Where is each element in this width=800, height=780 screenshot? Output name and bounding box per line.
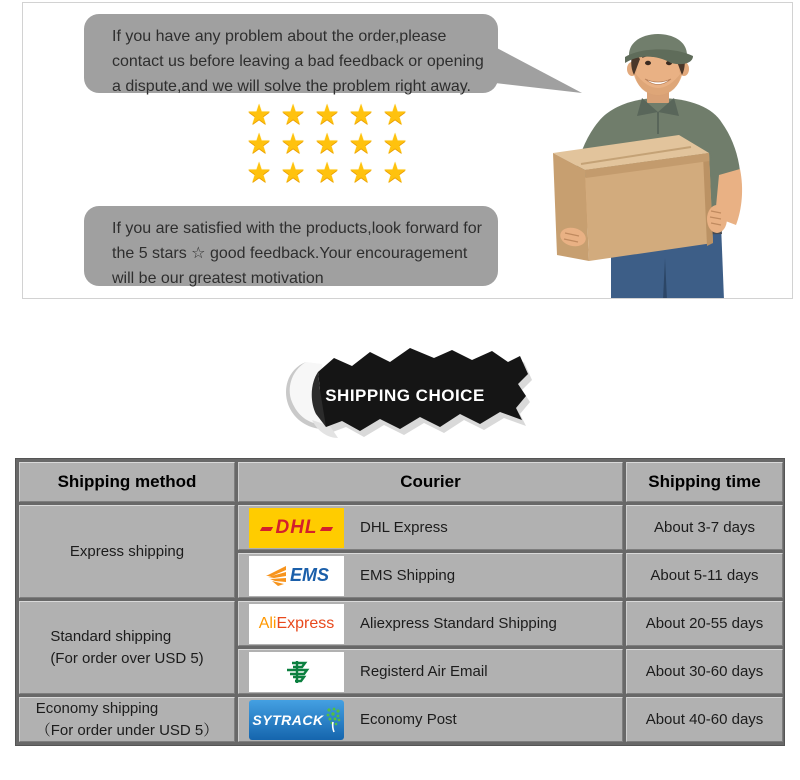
time-cell: About 20-55 days bbox=[626, 601, 783, 646]
aliexpress-logo-text: Ali bbox=[258, 614, 277, 632]
col-header-shipping-time: Shipping time bbox=[626, 462, 783, 502]
ems-chevron-icon bbox=[264, 564, 288, 588]
china-post-emblem-icon bbox=[282, 659, 312, 685]
aliexpress-logo-text: Express bbox=[276, 614, 335, 632]
shipping-table bbox=[15, 458, 785, 746]
aliexpress-logo bbox=[249, 604, 344, 644]
courier-label: Aliexpress Standard Shipping bbox=[360, 615, 557, 632]
method-cell-standard bbox=[19, 601, 235, 694]
time-cell: About 5-11 days bbox=[626, 553, 783, 598]
star-icon: ★ bbox=[314, 99, 340, 130]
method-note: （For order under USD 5） bbox=[35, 721, 219, 739]
bubble-line: contact us before leaving a bad feedback or opening bbox=[112, 53, 484, 70]
sytrack-logo-text: SYTRACK bbox=[252, 711, 324, 728]
time-cell: About 40-60 days bbox=[626, 697, 783, 742]
courier-cell-sytrack bbox=[238, 697, 623, 742]
time-cell: About 3-7 days bbox=[626, 505, 783, 550]
col-header-courier: Courier bbox=[238, 462, 623, 502]
star-icon: ★ bbox=[246, 99, 272, 130]
speech-bubble-bottom bbox=[84, 206, 498, 286]
bubble-line: If you have any problem about the order,please bbox=[112, 28, 447, 45]
method-cell-economy bbox=[19, 697, 235, 742]
star-icon: ★ bbox=[246, 128, 272, 159]
method-cell-express bbox=[19, 505, 235, 598]
courier-label: DHL Express bbox=[360, 519, 448, 536]
dhl-logo bbox=[249, 508, 344, 548]
courier-cell-ems bbox=[238, 553, 623, 598]
delivery-man-illustration bbox=[541, 3, 791, 299]
sytrack-dots-icon bbox=[325, 706, 341, 734]
shipping-choice-ribbon bbox=[272, 340, 538, 442]
courier-label: Registerd Air Email bbox=[360, 663, 488, 680]
method-label: Standard shipping bbox=[50, 627, 172, 645]
feedback-banner bbox=[22, 2, 793, 299]
ribbon-title: SHIPPING CHOICE bbox=[325, 386, 485, 405]
time-cell: About 30-60 days bbox=[626, 649, 783, 694]
courier-label: EMS Shipping bbox=[360, 567, 456, 584]
method-label: Economy shipping bbox=[35, 699, 159, 717]
dhl-logo-text: DHL bbox=[275, 516, 318, 538]
china-post-logo bbox=[249, 652, 344, 692]
star-icon: ★ bbox=[348, 128, 374, 159]
bubble-line: the 5 stars ☆ good feedback.Your encouragement bbox=[112, 245, 468, 262]
speech-bubble-top bbox=[84, 14, 498, 93]
method-note: (For order over USD 5) bbox=[50, 649, 204, 667]
dhl-dash-icon bbox=[260, 527, 273, 531]
five-star-rating-grid bbox=[242, 100, 422, 187]
ems-logo-text: EMS bbox=[289, 565, 329, 585]
dhl-dash-icon bbox=[319, 527, 332, 531]
courier-cell-aliexpress bbox=[238, 601, 623, 646]
bubble-line: If you are satisfied with the products,look forward for bbox=[112, 220, 482, 237]
star-icon: ★ bbox=[314, 157, 340, 188]
method-label: Express shipping bbox=[69, 542, 185, 560]
star-icon: ★ bbox=[382, 99, 408, 130]
star-icon: ★ bbox=[382, 157, 408, 188]
star-icon: ★ bbox=[348, 99, 374, 130]
bubble-line: a dispute,and we will solve the problem right away. bbox=[112, 78, 471, 95]
star-icon: ★ bbox=[314, 128, 340, 159]
star-icon: ★ bbox=[382, 128, 408, 159]
col-header-shipping-method: Shipping method bbox=[19, 462, 235, 502]
ems-logo bbox=[249, 556, 344, 596]
sytrack-logo bbox=[249, 700, 344, 740]
bubble-line: will be our greatest motivation bbox=[112, 270, 324, 287]
star-icon: ★ bbox=[280, 157, 306, 188]
star-icon: ★ bbox=[246, 157, 272, 188]
star-icon: ★ bbox=[348, 157, 374, 188]
courier-cell-china-post bbox=[238, 649, 623, 694]
courier-label: Economy Post bbox=[360, 711, 457, 728]
star-icon: ★ bbox=[280, 128, 306, 159]
courier-cell-dhl bbox=[238, 505, 623, 550]
star-icon: ★ bbox=[280, 99, 306, 130]
